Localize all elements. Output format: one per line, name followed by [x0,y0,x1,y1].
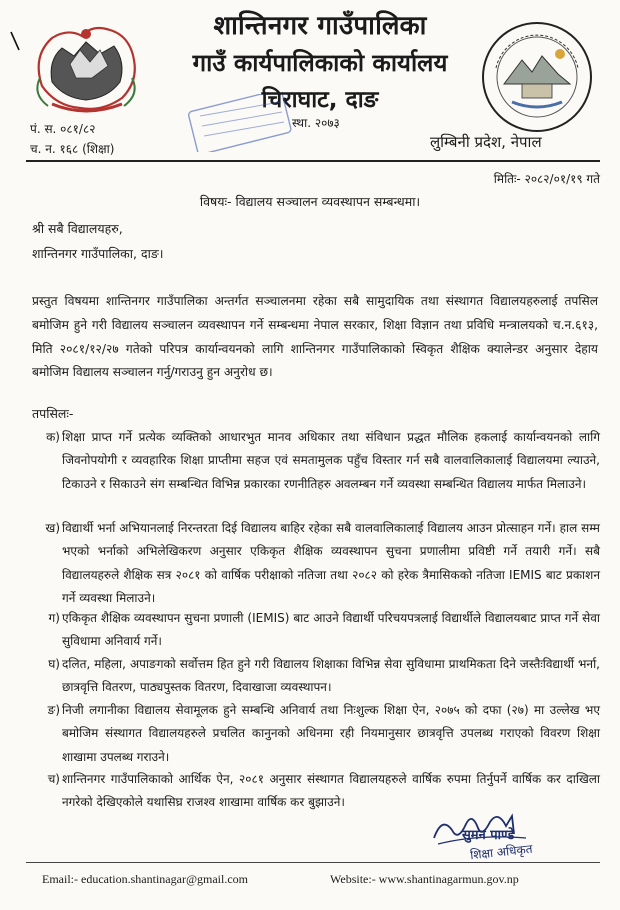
signatory-title: शिक्षा अधिकृत [469,841,534,863]
letter-date: मितिः- २०८२/०१/१९ गते [493,172,600,186]
office-location: चिराघाट, दाङ [261,87,379,113]
list-item [48,607,600,654]
signatory-name: सुमन पाण्डे [462,828,515,843]
list-item [48,653,600,700]
office-stamp-icon [184,94,296,152]
item-text: दलित, महिला, अपाङगको सर्वोत्तम हित हुने गरी विद्यालय शिक्षाका विभिन्न सेवा सुविधामा प्राथमिकता दिने जस्तैःविद्यार्थी भर्ना, छात्रवृत्ति वितरण, पाठ्यपुस्तक वितरण, दिवाखाजा व्यवस्थापन। [62,657,600,695]
municipality-name: शान्तिनगर गाउँपालिका [213,11,427,41]
list-item [46,426,600,496]
pen-mark-icon [8,30,22,52]
item-text: एकिकृत शैक्षिक व्यवस्थापन सुचना प्रणाली (IEMIS) बाट आउने विद्यार्थी परिचयपत्रलाई विद्यार्थीले विद्यालयबाट प्राप्त गर्ने सेवा सुविधामा अनिवार्य गर्ने। [62,611,600,649]
item-marker: घ) [48,657,60,671]
letter-subject: विषयः- विद्यालय सञ्चालन व्यवस्थापन सम्बन्धमा। [199,194,421,209]
office-name: गाउँ कार्यपालिकाको कार्यालय [192,49,448,77]
item-marker: ग) [48,611,60,625]
header-divider [26,160,600,162]
dispatch-number: च. न. १६८ (शिक्षा) [30,142,115,156]
list-item [45,517,600,611]
item-marker: च) [47,772,60,786]
province-text: लुम्बिनी प्रदेश, नेपाल [430,133,542,151]
item-text: विद्यार्थी भर्ना अभियानलाई निरन्तरता दिई विद्यालय बाहिर रहेका सबै वालवालिकालाई विद्यालय आउन प्रोत्साहन गर्ने। हाल सम्म भएको भर्नाको अभिलेखिकरण अनुसार एकिकृत शैक्षिक व्यवस्थापन सुचना प्रणालीमा प्रविष्टी गर्ने तयारी गर्ने। सबै विद्यालयहरुले शैक्षिक सत्र २०८१ को वार्षिक परीक्षाको नतिजा तथा २०८२ को हरेक त्रैमासिकको नतिजा IEMIS बाट प्रकाशन गर्ने व्यवस्था मिलाउने। [62,521,600,606]
item-text: शिक्षा प्राप्त गर्ने प्रत्येक व्यक्तिको आधारभुत मानव अधिकार तथा संविधान प्रद्धत मौलिक हकलाई कार्यान्वयनको लागि जिवनोपयोगी र व्यवहारिक शिक्षा प्राप्तीमा सहज एवं समतामुलक पहुँच विस्तार गर्न सबै वालवालिकालाई विद्यालयमा ल्याउने, टिकाउने र सिकाउने संग सम्बन्धित विभिन्न प्रकारका रणनीतिहरु अवलम्बन गर्ने व्यवस्था सम्बन्धित विद्यालय मार्फत मिलाउने। [62,430,600,491]
item-text: निजी लगानीका विद्यालय सेवामूलक हुने सम्बन्धि अनिवार्य तथा निःशुल्क शिक्षा ऐन, २०७५ को दफा (२७) मा उल्लेख भए बमोजिम संस्थागत विद्यालयहरुले प्रचलित कानुनको अधिनमा रही नियमानुसार छात्रवृत्ति उपलब्ध गराएको विवरण शिक्षा शाखामा उपलब्ध गराउने। [62,703,600,764]
item-text: शान्तिनगर गाउँपालिकाको आर्थिक ऐन, २०८१ अनुसार संस्थागत विद्यालयहरुले वार्षिक रुपमा तिर्नुपर्ने वार्षिक कर दाखिला नगरेको देखिएकोले यथासिघ्र राजश्व शाखामा वार्षिक कर बुझाउने। [62,772,600,810]
letter-body: प्रस्तुत विषयमा शान्तिनगर गाउँपालिका अन्तर्गत सञ्चालनमा रहेका सबै सामुदायिक तथा संस्थागत विद्यालयहरुलाई तपसिल बमोजिम हुने गरी विद्यालय सञ्चालन व्यवस्थापन गर्ने सम्बन्धमा नेपाल सरकार, शिक्षा विज्ञान तथा प्रविधि मन्त्रालयको च.न.६१३, मिति २०८१/१२/२७ गतेको परिपत्र कार्यान्वयनको लागि शान्तिनगर गाउँपालिकाको स्विकृत शैक्षिक क्यालेन्डर अनुसार देहाय बमोजिम विद्यालय सञ्चालन गर्नु/गराउनु हुन अनुरोध छ। [32,294,598,380]
established-year: स्था. २०७३ [292,116,340,130]
item-marker: क) [46,430,60,444]
details-label: तपसिलः- [32,406,74,421]
footer-divider [26,862,600,863]
addressee-line2: शान्तिनगर गाउँपालिका, दाङ। [32,246,164,261]
item-marker: ख) [45,521,60,535]
addressee-line1: श्री सबै विद्यालयहरु, [32,221,123,236]
reference-number: पं. स. ०८१/८२ [30,122,96,136]
list-item [47,699,600,769]
footer-website: Website:- www.shantinagarmun.gov.np [330,872,519,886]
item-marker: ङ) [47,703,60,717]
footer-email: Email:- education.shantinagar@gmail.com [42,872,248,886]
